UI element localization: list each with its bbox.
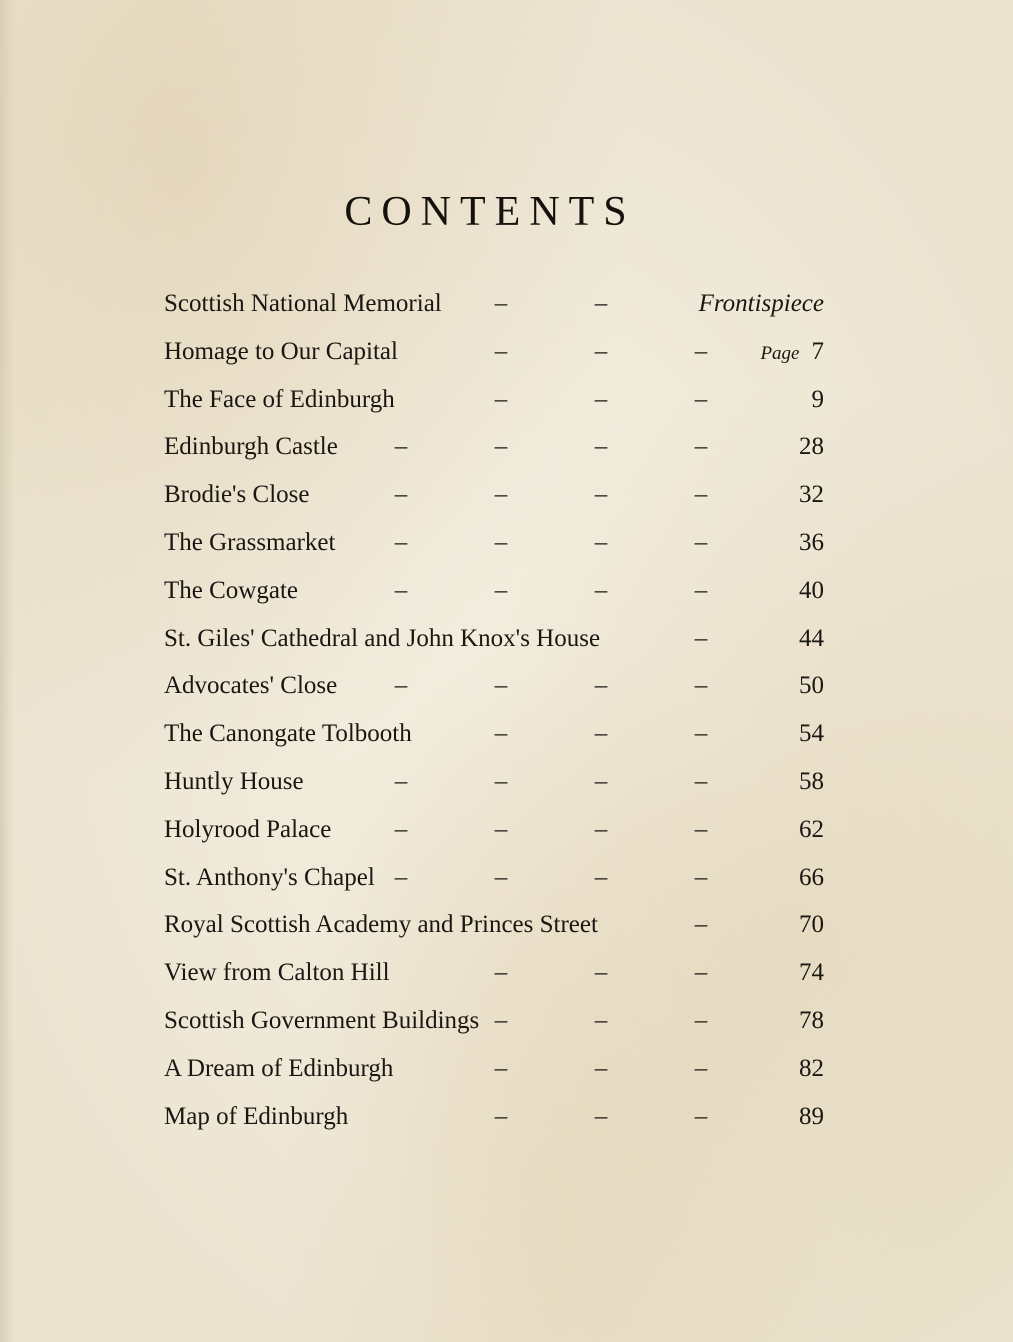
leader-dash: – (494, 815, 508, 843)
leader-dash: – (394, 863, 408, 891)
toc-entry (164, 332, 824, 380)
leader-dash: – (694, 672, 708, 700)
leader-dash: – (394, 672, 408, 700)
leader-dash: – (694, 815, 708, 843)
leader-dash: – (594, 672, 608, 700)
leader-dash: – (494, 1102, 508, 1130)
page-number: 70 (799, 911, 824, 939)
toc-entry-page (799, 1049, 824, 1089)
page-number: 7 (811, 337, 824, 365)
leader-dash: – (594, 1006, 608, 1034)
page-number: 66 (799, 863, 824, 891)
leader-dash: – (594, 528, 608, 556)
toc-entry-title: Royal Scottish Academy and Princes Street (164, 911, 598, 939)
leader-dash: – (694, 720, 708, 748)
page-title: CONTENTS (344, 189, 636, 235)
toc-entry-title: St. Giles' Cathedral and John Knox's House (164, 624, 601, 652)
toc-entry-title: Map of Edinburgh (164, 1102, 349, 1130)
leader-dash: – (494, 576, 508, 604)
page-number: 50 (799, 672, 824, 700)
toc-entry-title: The Cowgate (164, 576, 298, 604)
toc-entry-title: Huntly House (164, 767, 304, 795)
leader-dash: – (494, 337, 508, 365)
leader-dash: – (494, 385, 508, 413)
leader-dash: – (594, 1102, 608, 1130)
toc-entry-page (799, 1097, 824, 1137)
leader-dash: – (694, 863, 708, 891)
leader-dash: – (694, 337, 708, 365)
toc-entry-page (799, 666, 824, 706)
toc-entry (164, 284, 824, 332)
leader-dash: – (494, 1054, 508, 1082)
leader-dash: – (594, 337, 608, 365)
leader-dash: – (694, 433, 708, 461)
leader-dash: – (394, 815, 408, 843)
toc-entry-page (799, 810, 824, 850)
toc-entry-page (799, 762, 824, 802)
leader-dash: – (594, 959, 608, 987)
leader-dash: – (594, 576, 608, 604)
toc-entry-page (799, 953, 824, 993)
toc-entry-page (799, 905, 824, 945)
leader-dash: – (694, 385, 708, 413)
toc-entry-title: Homage to Our Capital (164, 337, 398, 365)
page-number: 9 (811, 385, 824, 413)
leader-dash: – (494, 1006, 508, 1034)
toc-entry (164, 571, 824, 619)
leader-dash: – (394, 767, 408, 795)
page-number: 78 (799, 1006, 824, 1034)
leader-dash: – (694, 959, 708, 987)
toc-entry-page (799, 1001, 824, 1041)
toc-entry (164, 905, 824, 953)
toc-entry (164, 858, 824, 906)
toc-entry-title: The Grassmarket (164, 528, 336, 556)
leader-dash: – (594, 863, 608, 891)
page-number: 32 (799, 481, 824, 509)
page-number: 28 (799, 433, 824, 461)
leader-dash: – (494, 720, 508, 748)
leader-dash: – (694, 1054, 708, 1082)
leader-dash: – (394, 481, 408, 509)
table-of-contents (164, 284, 824, 1144)
page-number: 40 (799, 576, 824, 604)
leader-dash: – (594, 1054, 608, 1082)
toc-entry-title: Scottish Government Buildings (164, 1006, 480, 1034)
leader-dash: – (494, 863, 508, 891)
leader-dash: – (694, 528, 708, 556)
toc-entry-title: St. Anthony's Chapel (164, 863, 375, 891)
toc-entry (164, 380, 824, 428)
toc-entry (164, 475, 824, 523)
toc-entry-page (812, 380, 825, 420)
leader-dash: – (594, 481, 608, 509)
leader-dash: – (494, 528, 508, 556)
page-number: 44 (799, 624, 824, 652)
page-number: 62 (799, 815, 824, 843)
toc-entry-title: Edinburgh Castle (164, 433, 338, 461)
toc-entry-page (799, 571, 824, 611)
toc-entry-page (799, 858, 824, 898)
leader-dash: – (694, 481, 708, 509)
page-number: 58 (799, 767, 824, 795)
leader-dash: – (694, 911, 708, 939)
page-prefix-label: Page (760, 342, 800, 364)
toc-entry (164, 619, 824, 667)
toc-entry-title: Holyrood Palace (164, 815, 332, 843)
leader-dash: – (594, 385, 608, 413)
toc-entry (164, 810, 824, 858)
toc-entry (164, 714, 824, 762)
toc-entry (164, 1001, 824, 1049)
toc-entry (164, 666, 824, 714)
leader-dash: – (394, 576, 408, 604)
leader-dash: – (394, 433, 408, 461)
leader-dash: – (694, 767, 708, 795)
toc-entry-title: The Canongate Tolbooth (164, 720, 412, 748)
toc-entry (164, 762, 824, 810)
toc-entry-page (799, 619, 824, 659)
leader-dash: – (694, 1006, 708, 1034)
toc-entry-page (799, 475, 824, 515)
toc-entry-page (799, 427, 824, 467)
leader-dash: – (694, 1102, 708, 1130)
toc-entry-page (760, 332, 824, 374)
leader-dash: – (594, 767, 608, 795)
toc-entry-page (799, 714, 824, 754)
toc-entry (164, 953, 824, 1001)
leader-dash: – (494, 481, 508, 509)
toc-entry (164, 1097, 824, 1145)
leader-dash: – (594, 815, 608, 843)
leader-dash: – (494, 433, 508, 461)
toc-entry-page (799, 523, 824, 563)
leader-dash: – (494, 767, 508, 795)
toc-entry (164, 1049, 824, 1097)
page-number: Frontispiece (698, 290, 824, 317)
toc-entry-title: The Face of Edinburgh (164, 385, 395, 413)
toc-entry (164, 523, 824, 571)
leader-dash: – (494, 959, 508, 987)
toc-entry-title: View from Calton Hill (164, 959, 390, 987)
toc-entry (164, 427, 824, 475)
leader-dash: – (694, 624, 708, 652)
leader-dash: – (694, 576, 708, 604)
page-number: 36 (799, 528, 824, 556)
toc-entry-title: Scottish National Memorial (164, 290, 442, 317)
toc-entry-title: Brodie's Close (164, 481, 310, 509)
leader-dash: – (594, 433, 608, 461)
leader-dash: – (494, 290, 508, 317)
page-number: 74 (799, 959, 824, 987)
leader-dash: – (394, 528, 408, 556)
toc-entry-title: A Dream of Edinburgh (164, 1054, 394, 1082)
page-number: 82 (799, 1054, 824, 1082)
leader-dash: – (594, 720, 608, 748)
toc-entry-title: Advocates' Close (164, 672, 338, 700)
toc-entry-page (699, 284, 824, 324)
page-number: 54 (799, 720, 824, 748)
leader-dash: – (494, 672, 508, 700)
page-number: 89 (799, 1102, 824, 1130)
leader-dash: – (594, 290, 608, 317)
